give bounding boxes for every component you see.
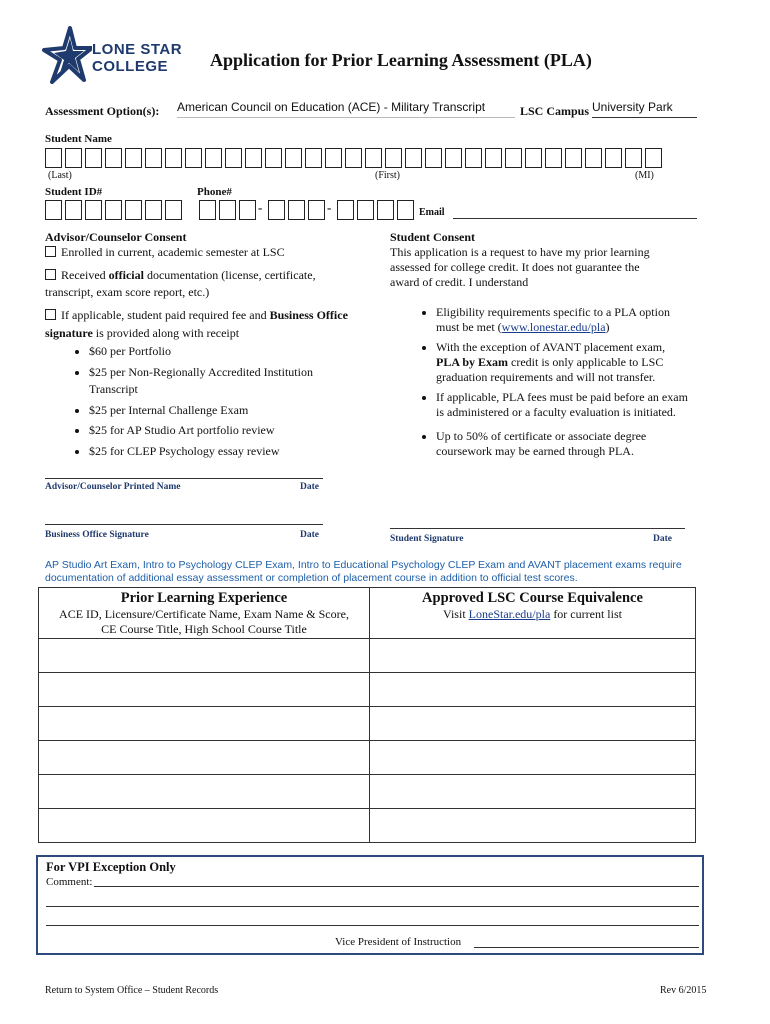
advisor-option-2-official: official bbox=[108, 268, 144, 282]
equivalence-sub-a: Visit bbox=[443, 607, 469, 621]
consent-bullet-1-text: Eligibility requirements specific to a PLA option must be met ( bbox=[436, 305, 670, 334]
pla-table bbox=[38, 587, 696, 843]
logo-line2: COLLEGE bbox=[92, 58, 169, 75]
page-title: Application for Prior Learning Assessment (PLA) bbox=[210, 50, 592, 70]
equivalence-cell[interactable] bbox=[370, 809, 696, 843]
fee-item: • $25 for CLEP Psychology essay review bbox=[89, 443, 355, 461]
consent-bullet-2-text-a: With the exception of AVANT placement exam, bbox=[436, 340, 666, 354]
consent-bullet-1-close: ) bbox=[605, 320, 610, 334]
vpi-comment-line-1[interactable] bbox=[94, 874, 699, 887]
footer-revision: Rev 6/2015 bbox=[660, 985, 707, 996]
advisor-option-2[interactable] bbox=[45, 267, 355, 301]
consent-bullet-2-text-c: credit is only applicable to LSC graduation requirements and will not transfer. bbox=[436, 355, 664, 384]
fee-item: • $60 per Portfolio bbox=[89, 343, 355, 361]
fee-item: • $25 for AP Studio Art portfolio review bbox=[89, 422, 355, 440]
table-header-experience bbox=[39, 588, 370, 639]
business-signature-label: Business Office Signature bbox=[45, 530, 149, 540]
equivalence-sub-c: for current list bbox=[550, 607, 622, 621]
phone-label: Phone# bbox=[197, 186, 232, 198]
student-name-label: Student Name bbox=[45, 133, 112, 145]
student-id-label: Student ID# bbox=[45, 186, 103, 198]
consent-bullet-1 bbox=[436, 305, 690, 335]
student-signature-line[interactable] bbox=[390, 528, 685, 529]
table-header-equivalence bbox=[370, 588, 696, 639]
advisor-option-3-text-a: If applicable, student paid required fee and bbox=[61, 308, 270, 322]
student-name-boxes[interactable] bbox=[45, 148, 665, 168]
experience-cell[interactable] bbox=[39, 809, 370, 843]
equivalence-cell[interactable] bbox=[370, 707, 696, 741]
consent-bullet-3: • If applicable, PLA fees must be paid before an exam is administered or a faculty evaluation is initiated. bbox=[436, 390, 690, 420]
consent-bullet-4: • Up to 50% of certificate or associate degree coursework may be earned through PLA. bbox=[436, 429, 690, 459]
equivalence-subtitle bbox=[371, 607, 694, 622]
vpi-heading: For VPI Exception Only bbox=[46, 860, 176, 874]
footer-return: Return to System Office – Student Records bbox=[45, 985, 219, 996]
equivalence-cell[interactable] bbox=[370, 741, 696, 775]
experience-cell[interactable] bbox=[39, 775, 370, 809]
advisor-option-3-business: Business Office signature bbox=[45, 308, 348, 340]
consent-bullet-2 bbox=[436, 340, 690, 385]
equivalence-title: Approved LSC Course Equivalence bbox=[422, 590, 643, 606]
advisor-option-1[interactable] bbox=[45, 245, 365, 260]
enrolled-checkbox[interactable] bbox=[45, 246, 56, 257]
vpi-comment-label: Comment: bbox=[46, 876, 93, 888]
lonestar-pla-table-link[interactable]: LoneStar.edu/pla bbox=[468, 607, 551, 621]
table-row bbox=[39, 809, 696, 843]
student-consent-heading: Student Consent bbox=[390, 230, 476, 244]
email-field[interactable] bbox=[453, 206, 697, 219]
fee-list bbox=[45, 343, 355, 463]
table-row bbox=[39, 673, 696, 707]
official-docs-checkbox[interactable] bbox=[45, 269, 56, 280]
advisor-option-3-text-c: is provided along with receipt bbox=[92, 325, 240, 340]
campus-label: LSC Campus bbox=[520, 104, 590, 118]
assessment-field[interactable] bbox=[177, 100, 515, 118]
equivalence-cell[interactable] bbox=[370, 775, 696, 809]
campus-field[interactable] bbox=[592, 100, 697, 118]
lonestar-pla-link[interactable]: www.lonestar.edu/pla bbox=[501, 320, 606, 334]
table-row bbox=[39, 707, 696, 741]
assessment-value: American Council on Education (ACE) - Military Transcript bbox=[177, 100, 486, 114]
lone-star-logo-icon bbox=[40, 26, 92, 84]
equivalence-cell[interactable] bbox=[370, 673, 696, 707]
student-date-label: Date bbox=[653, 534, 672, 544]
business-signature-line[interactable] bbox=[45, 524, 323, 525]
student-id-boxes[interactable] bbox=[45, 200, 185, 220]
fee-paid-checkbox[interactable] bbox=[45, 309, 56, 320]
business-date-label: Date bbox=[300, 530, 319, 540]
mi-caption: (MI) bbox=[635, 170, 654, 181]
campus-value: University Park bbox=[592, 100, 673, 114]
advisor-option-2-text-a: Received bbox=[61, 268, 109, 282]
experience-cell[interactable] bbox=[39, 639, 370, 673]
student-consent-text: This application is a request to have my prior learning assessed for college credit. It does not guarantee the award of credit. I understand bbox=[390, 245, 650, 289]
advisor-heading: Advisor/Counselor Consent bbox=[45, 230, 187, 244]
fee-item: • $25 per Internal Challenge Exam bbox=[89, 402, 355, 420]
advisor-printed-name-label: Advisor/Counselor Printed Name bbox=[45, 482, 181, 492]
equivalence-cell[interactable] bbox=[370, 639, 696, 673]
first-name-caption: (First) bbox=[375, 170, 400, 181]
advisor-date-label: Date bbox=[300, 482, 319, 492]
vpi-comment-line-3[interactable] bbox=[46, 913, 699, 926]
vpi-comment-line-2[interactable] bbox=[46, 894, 699, 907]
phone-area-boxes[interactable] bbox=[199, 200, 259, 220]
last-name-caption: (Last) bbox=[48, 170, 72, 181]
experience-title: Prior Learning Experience bbox=[120, 590, 288, 606]
email-label: Email bbox=[419, 207, 445, 218]
table-row bbox=[39, 639, 696, 673]
advisor-option-1-text: Enrolled in current, academic semester at LSC bbox=[61, 245, 285, 259]
advisor-name-line[interactable] bbox=[45, 478, 323, 479]
consent-bullet-2-bold: PLA by Exam bbox=[436, 355, 509, 369]
vpi-exception-box bbox=[36, 855, 704, 955]
student-consent-bullets bbox=[390, 305, 690, 462]
vp-signature-line[interactable] bbox=[474, 935, 699, 948]
experience-cell[interactable] bbox=[39, 673, 370, 707]
student-signature-label: Student Signature bbox=[390, 534, 464, 544]
logo-line1: LONE STAR bbox=[92, 41, 183, 58]
advisor-option-2-text-c: documentation (license, certificate, transcript, exam score report, etc.) bbox=[45, 268, 316, 299]
vp-instruction-label: Vice President of Instruction bbox=[335, 936, 462, 948]
phone-dash-1: - bbox=[258, 200, 263, 215]
table-row bbox=[39, 741, 696, 775]
assessment-label: Assessment Option(s): bbox=[45, 104, 160, 118]
table-row bbox=[39, 775, 696, 809]
phone-prefix-boxes[interactable] bbox=[268, 200, 328, 220]
fee-item: • $25 per Non-Regionally Accredited Institution Transcript bbox=[89, 364, 355, 399]
experience-subtitle: ACE ID, Licensure/Certificate Name, Exam Name & Score, CE Course Title, High School Course Title bbox=[59, 607, 349, 636]
phone-dash-2: - bbox=[327, 200, 332, 215]
experience-cell[interactable] bbox=[39, 741, 370, 775]
phone-line-boxes[interactable] bbox=[337, 200, 417, 220]
advisor-option-3[interactable] bbox=[45, 307, 355, 342]
experience-cell[interactable] bbox=[39, 707, 370, 741]
logo bbox=[40, 26, 190, 88]
essay-note: AP Studio Art Exam, Intro to Psychology CLEP Exam, Intro to Educational Psychology CLEP Exam and AVANT placement exams require documentation of additional essay assessment or completion of placement course in addition to official test scores. bbox=[45, 559, 682, 584]
